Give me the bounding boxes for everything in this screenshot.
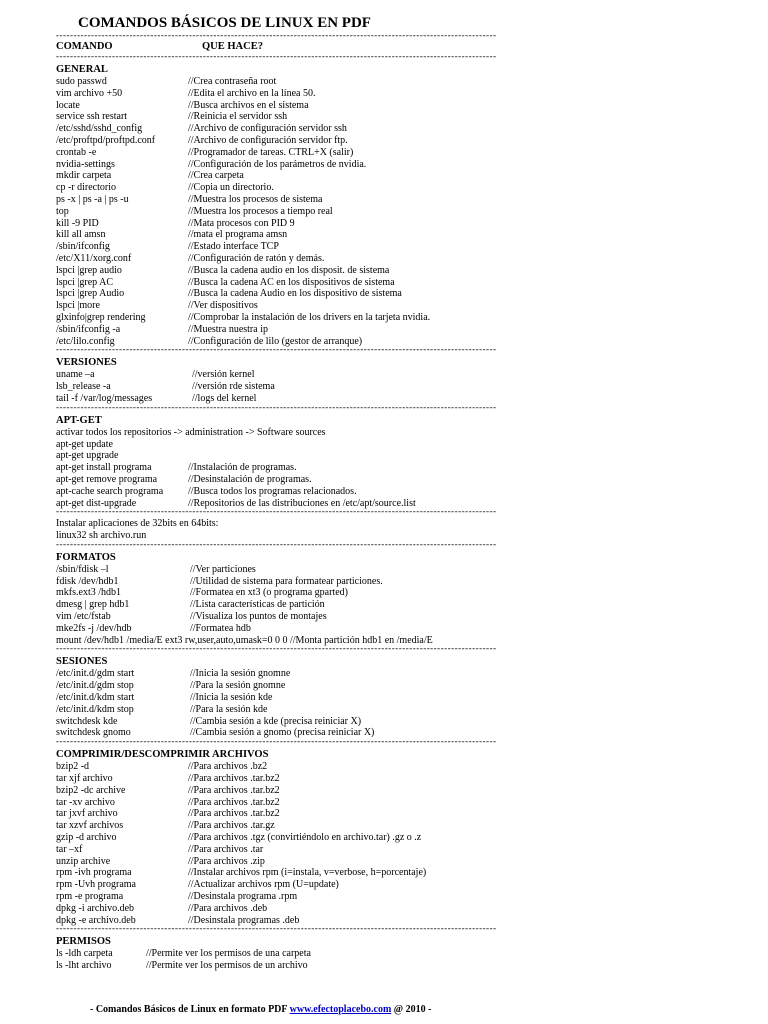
command-row <box>56 182 756 194</box>
command-text: locate <box>56 99 80 111</box>
command-text: top <box>56 205 69 217</box>
command-description: //Para la sesión kde <box>190 703 268 715</box>
command-row <box>56 450 756 462</box>
column-headers <box>56 39 756 54</box>
command-text: /sbin/fdisk –l <box>56 563 109 575</box>
command-row <box>56 147 756 159</box>
section-title: GENERAL <box>56 64 108 75</box>
command-description: //Crea carpeta <box>188 170 244 182</box>
command-description: //Formatea hdb <box>190 622 251 634</box>
command-text: tail -f /var/log/messages <box>56 392 153 404</box>
command-row <box>56 393 756 405</box>
column-header-description: QUE HACE? <box>202 41 263 52</box>
command-description: //Para archivos .tar.bz2 <box>188 784 280 796</box>
command-row <box>56 277 756 289</box>
document <box>56 13 756 972</box>
command-row <box>56 312 756 324</box>
command-row <box>56 498 756 510</box>
command-text: glxinfo|grep rendering <box>56 311 146 323</box>
separator: ------------------------------------------------------------------------------------------------------------------------------ <box>56 33 497 39</box>
command-description: //Para archivos .deb <box>188 902 268 914</box>
command-row <box>56 903 756 915</box>
command-description: //logs del kernel <box>192 392 257 404</box>
command-row <box>56 948 756 960</box>
footer <box>90 1004 431 1015</box>
command-text: ls -lht archivo <box>56 960 112 972</box>
command-description: //Copia un directorio. <box>188 182 274 194</box>
command-row <box>56 692 756 704</box>
section-general <box>56 64 756 347</box>
command-text: vim /etc/fstab <box>56 611 111 623</box>
command-text: uname –a <box>56 369 95 381</box>
command-description: //Crea contraseña root <box>188 76 277 87</box>
command-description: //Formatea en xt3 (o programa gparted) <box>190 587 348 599</box>
command-row <box>56 785 756 797</box>
section-comprimir <box>56 749 756 926</box>
command-text: mkdir carpeta <box>56 170 112 182</box>
command-text: ls -ldh carpeta <box>56 948 113 960</box>
section-title: VERSIONES <box>56 357 117 369</box>
section-permisos <box>56 936 756 972</box>
command-text: /etc/lilo.config <box>56 335 115 347</box>
command-row <box>56 808 756 820</box>
command-row <box>56 832 756 844</box>
command-text: mke2fs -j /dev/hdb <box>56 622 132 634</box>
command-row <box>56 576 756 588</box>
command-description: //mata el programa amsn <box>188 229 288 241</box>
command-text: kill all amsn <box>56 229 106 241</box>
command-row <box>56 88 756 100</box>
command-row <box>56 265 756 277</box>
command-text: tar xjf archivo <box>56 773 113 785</box>
command-description: //Busca archivos en el sistema <box>188 99 309 111</box>
column-header-command: COMANDO <box>56 41 113 52</box>
command-row <box>56 486 756 498</box>
command-row <box>56 773 756 785</box>
command-text: lspci |grep audio <box>56 264 122 276</box>
command-text: tar –xf <box>56 843 83 855</box>
command-row <box>56 587 756 599</box>
command-text: lspci |grep AC <box>56 276 113 288</box>
command-row <box>56 727 756 739</box>
command-description: //Ver dispositivos <box>188 300 258 312</box>
footer-suffix: @ 2010 - <box>391 1004 432 1015</box>
command-description: //Actualizar archivos rpm (U=update) <box>188 879 339 891</box>
command-description: //Configuración de ratón y demás. <box>188 252 325 264</box>
command-text: cp -r directorio <box>56 182 116 194</box>
command-text: apt-get upgrade <box>56 450 119 462</box>
command-row <box>56 135 756 147</box>
command-description: //Cambia sesión a gnomo (precisa reiniciar X) <box>190 727 375 739</box>
separator: ------------------------------------------------------------------------------------------------------------------------------ <box>56 404 497 411</box>
separator: ------------------------------------------------------------------------------------------------------------------------------ <box>56 646 497 653</box>
footer-link[interactable]: www.efectoplacebo.com <box>289 1004 392 1015</box>
command-description: //Instalar archivos rpm (i=instala, v=verbose, h=porcentaje) <box>188 867 427 879</box>
command-text: /etc/init.d/kdm start <box>56 692 135 704</box>
separator: ------------------------------------------------------------------------------------------------------------------------------ <box>56 54 497 60</box>
command-description: //Lista características de partición <box>190 599 325 611</box>
separator: ------------------------------------------------------------------------------------------------------------------------------ <box>56 739 497 746</box>
command-description: //Archivo de configuración servidor ssh <box>188 123 347 135</box>
command-row <box>56 100 756 112</box>
command-text: dpkg -i archivo.deb <box>56 902 135 914</box>
command-row <box>56 111 756 123</box>
command-row <box>56 206 756 218</box>
section-32bits <box>56 515 756 542</box>
command-description: //Instalación de programas. <box>188 462 297 474</box>
command-row <box>56 241 756 253</box>
section-title: COMPRIMIR/DESCOMPRIMIR ARCHIVOS <box>56 749 269 761</box>
command-row <box>56 867 756 879</box>
command-description: //Muestra los procesos a tiempo real <box>188 205 333 217</box>
command-text: /etc/proftpd/proftpd.conf <box>56 134 156 146</box>
command-text: fdisk /dev/hdb1 <box>56 575 119 587</box>
command-description: //Permite ver los permisos de un archivo <box>146 960 308 972</box>
command-description: //Configuración de lilo (gestor de arranque) <box>188 335 363 347</box>
command-description: //Desinstala programa .rpm <box>188 891 298 903</box>
command-text: apt-get dist-upgrade <box>56 497 137 509</box>
command-text: /etc/init.d/gdm stop <box>56 680 134 692</box>
footer-prefix: - Comandos Básicos de Linux en formato PDF <box>90 1004 290 1015</box>
bits-line-2: linux32 sh archivo.run <box>56 530 147 542</box>
command-row <box>56 960 756 972</box>
command-description: //Cambia sesión a kde (precisa reiniciar X) <box>190 715 362 727</box>
command-description: //Mata procesos con PID 9 <box>188 217 295 229</box>
separator: ------------------------------------------------------------------------------------------------------------------------------ <box>56 347 497 354</box>
command-row <box>56 288 756 300</box>
command-text: apt-get remove programa <box>56 473 158 485</box>
command-text: /etc/init.d/gdm start <box>56 668 135 680</box>
command-description: //Configuración de los parámetros de nvidia. <box>188 158 367 170</box>
command-row <box>56 564 756 576</box>
command-text: lspci |more <box>56 300 100 312</box>
command-text: /sbin/ifconfig -a <box>56 323 121 335</box>
command-description: //versión rde sistema <box>192 381 275 393</box>
command-text: apt-get update <box>56 438 113 450</box>
command-description: //Muestra los procesos de sistema <box>188 193 323 205</box>
command-row <box>56 797 756 809</box>
command-row <box>56 761 756 773</box>
command-text: gzip -d archivo <box>56 832 117 844</box>
command-row <box>56 716 756 728</box>
command-description: //Para archivos .tar.bz2 <box>188 796 280 808</box>
separator: ------------------------------------------------------------------------------------------------------------------------------ <box>56 509 497 516</box>
command-text: mkfs.ext3 /hdb1 <box>56 587 121 599</box>
command-text: rpm -Uvh programa <box>56 879 136 891</box>
command-description: //Inicia la sesión kde <box>190 692 273 704</box>
command-text: bzip2 -dc archive <box>56 784 126 796</box>
command-description: //Estado interface TCP <box>188 241 279 253</box>
command-row <box>56 668 756 680</box>
section-title: SESIONES <box>56 656 108 668</box>
command-text: apt-cache search programa <box>56 485 164 497</box>
command-description: //Para archivos .bz2 <box>188 761 268 773</box>
command-text: tar -xv archivo <box>56 796 115 808</box>
command-row <box>56 194 756 206</box>
command-row <box>56 324 756 336</box>
command-row <box>56 462 756 474</box>
bits-line-1: Instalar aplicaciones de 32bits en 64bits: <box>56 518 219 530</box>
command-text: /etc/sshd/sshd_config <box>56 123 143 135</box>
command-description: //Permite ver los permisos de una carpeta <box>146 948 311 960</box>
command-text: rpm -e programa <box>56 891 124 903</box>
command-description: //Utilidad de sistema para formatear particiones. <box>190 575 383 587</box>
command-row <box>56 76 756 88</box>
command-text: apt-get install programa <box>56 462 152 474</box>
command-row <box>56 879 756 891</box>
command-row <box>56 891 756 903</box>
command-text: vim archivo +50 <box>56 87 123 99</box>
command-text: crontab -e <box>56 146 97 158</box>
command-row <box>56 439 756 451</box>
command-description: //versión kernel <box>192 369 255 381</box>
command-description: //Comprobar la instalación de los drivers en la tarjeta nvidia. <box>188 311 431 323</box>
command-description: //Inicia la sesión gnomne <box>190 668 291 680</box>
apt-get-intro: activar todos los repositorios -> administration -> Software sources <box>56 426 326 438</box>
separator: ------------------------------------------------------------------------------------------------------------------------------ <box>56 541 497 548</box>
command-row <box>56 844 756 856</box>
command-description: //Para archivos .tar.bz2 <box>188 773 280 785</box>
command-text: switchdesk kde <box>56 715 118 727</box>
command-description: //Para archivos .tgz (convirtiéndolo en archivo.tar) .gz o .z <box>188 832 422 844</box>
command-text: lsb_release -a <box>56 381 111 393</box>
command-text: nvidia-settings <box>56 158 115 170</box>
command-description: //Programador de tareas. CTRL+X (salir) <box>188 146 354 158</box>
command-text: /etc/X11/xorg.conf <box>56 252 132 264</box>
command-text: dmesg | grep hdb1 <box>56 599 130 611</box>
command-text: service ssh restart <box>56 111 128 123</box>
section-title: FORMATOS <box>56 551 116 563</box>
separator: ------------------------------------------------------------------------------------------------------------------------------ <box>56 926 497 933</box>
section-apt-get <box>56 415 756 510</box>
command-description: //Busca la cadena AC en los dispositivos de sistema <box>188 276 395 288</box>
command-row <box>56 159 756 171</box>
command-text: dpkg -e archivo.deb <box>56 914 136 926</box>
command-row <box>56 253 756 265</box>
command-text: unzip archive <box>56 855 111 867</box>
command-row <box>56 369 756 381</box>
command-row <box>56 856 756 868</box>
command-description: //Para la sesión gnomne <box>190 680 286 692</box>
command-row <box>56 229 756 241</box>
command-description: //Desinstala programas .deb <box>188 914 300 926</box>
section-formatos <box>56 552 756 647</box>
command-row <box>56 915 756 927</box>
section-sesiones <box>56 656 756 739</box>
command-text: lspci |grep Audio <box>56 288 125 300</box>
command-description: //Muestra nuestra ip <box>188 323 268 335</box>
command-text: tar xzvf archivos <box>56 820 124 832</box>
command-description: //Para archivos .tar <box>188 843 264 855</box>
command-row <box>56 336 756 348</box>
command-description: //Repositorios de las distribuciones en /etc/apt/source.list <box>188 497 416 509</box>
command-text: /etc/init.d/kdm stop <box>56 703 134 715</box>
command-text: /sbin/ifconfig <box>56 241 110 253</box>
command-text: bzip2 -d <box>56 761 90 773</box>
command-description: //Reinicia el servidor ssh <box>188 111 288 123</box>
command-description: //Visualiza los puntos de montajes <box>190 611 327 623</box>
command-row <box>56 474 756 486</box>
command-text: ps -x | ps -a | ps -u <box>56 193 129 205</box>
command-description: //Desinstalación de programas. <box>188 473 312 485</box>
command-text: sudo passwd <box>56 76 107 87</box>
command-text: kill -9 PID <box>56 217 99 229</box>
section-title: APT-GET <box>56 414 102 426</box>
command-description: //Busca la cadena Audio en los dispositivo de sistema <box>188 288 402 300</box>
command-row <box>56 680 756 692</box>
command-row <box>56 704 756 716</box>
command-description: //Para archivos .tar.bz2 <box>188 808 280 820</box>
command-row <box>56 170 756 182</box>
section-versiones <box>56 357 756 404</box>
command-description: //Para archivos .zip <box>188 855 265 867</box>
command-description: //Edita el archivo en la línea 50. <box>188 87 316 99</box>
command-row <box>56 123 756 135</box>
document-title: COMANDOS BÁSICOS DE LINUX EN PDF <box>78 15 371 31</box>
command-description: //Busca la cadena audio en los disposit. de sistema <box>188 264 390 276</box>
command-row <box>56 300 756 312</box>
command-text: rpm -ivh programa <box>56 867 132 879</box>
command-row <box>56 599 756 611</box>
command-description: //Archivo de configuración servidor ftp. <box>188 134 348 146</box>
command-description: //Ver particiones <box>190 563 256 575</box>
command-description: //Busca todos los programas relacionados. <box>188 485 357 497</box>
command-row <box>56 381 756 393</box>
command-row <box>56 218 756 230</box>
command-text: switchdesk gnomo <box>56 727 131 739</box>
command-row <box>56 820 756 832</box>
command-text: tar jxvf archivo <box>56 808 118 820</box>
mount-command: mount /dev/hdb1 /media/E ext3 rw,user,auto,umask=0 0 0 //Monta partición hdb1 en /media/E <box>56 634 433 646</box>
section-title: PERMISOS <box>56 936 111 948</box>
command-row <box>56 611 756 623</box>
command-description: //Para archivos .tar.gz <box>188 820 275 832</box>
command-row <box>56 623 756 635</box>
